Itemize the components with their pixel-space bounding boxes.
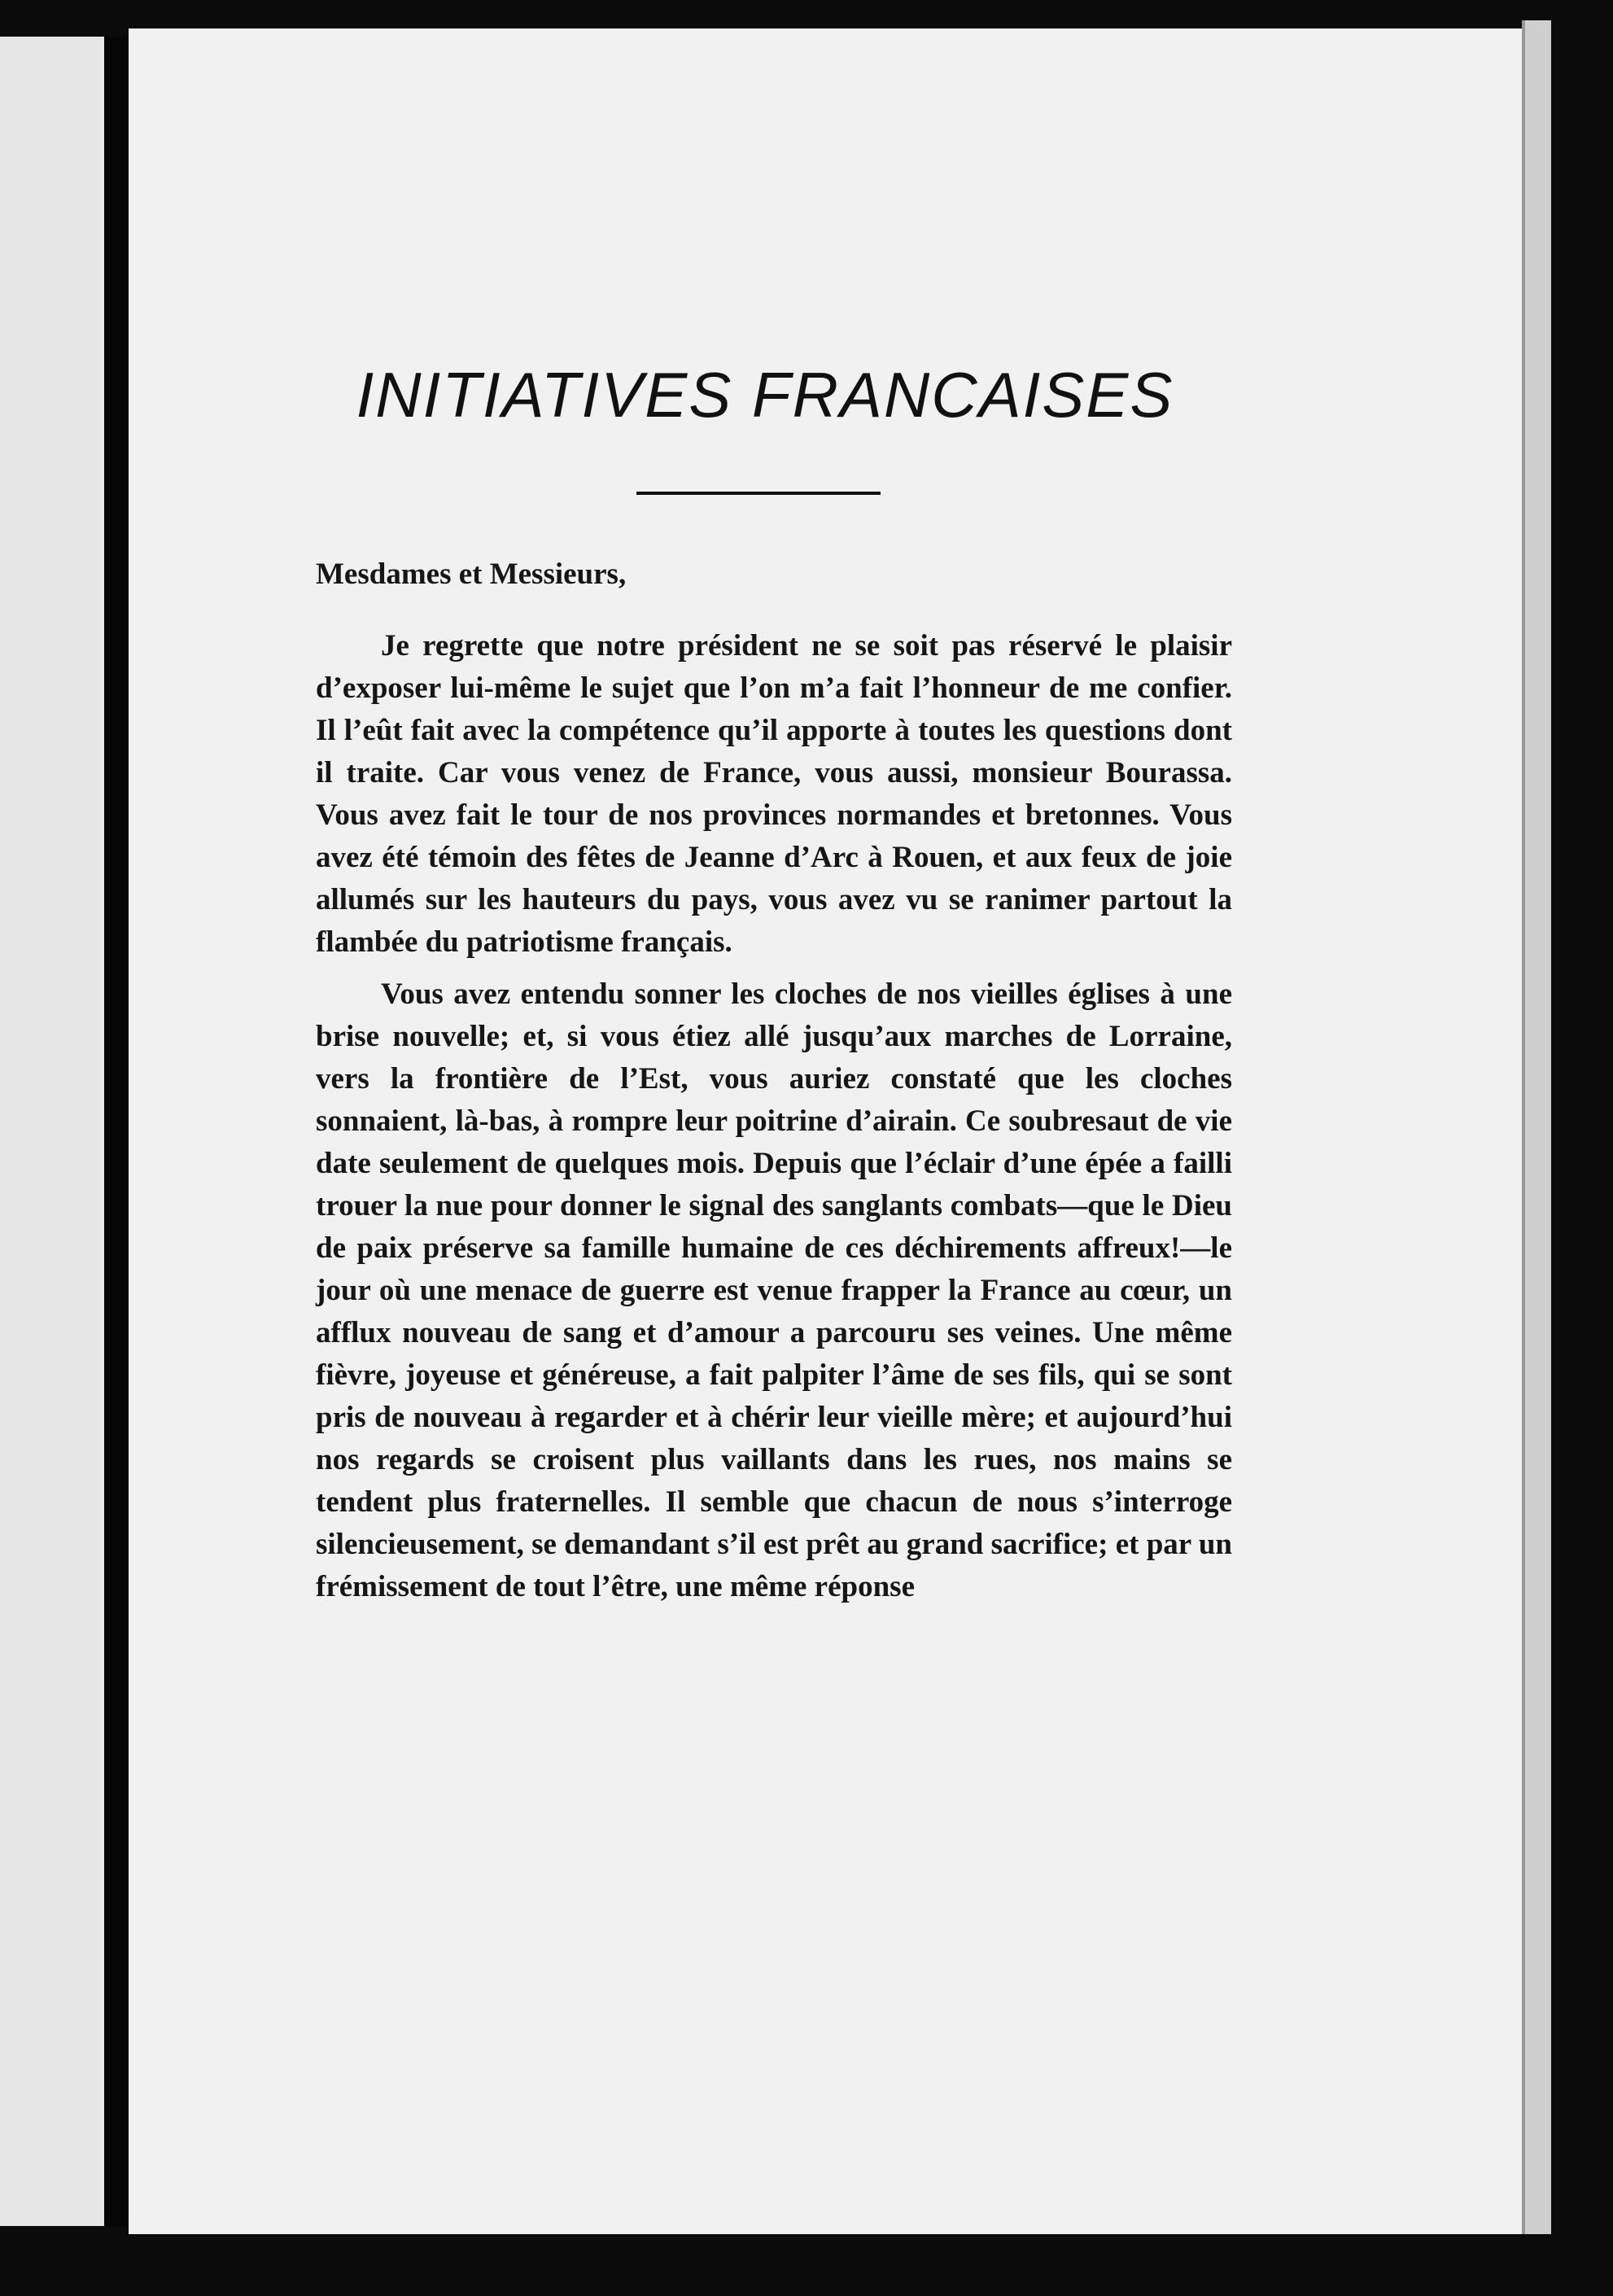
- page-edge-right: [1522, 20, 1551, 2234]
- binding-gutter: [104, 37, 129, 2226]
- facing-page-edge: [0, 37, 104, 2226]
- salutation: Mesdames et Messieurs,: [316, 558, 627, 591]
- paragraph: Vous avez entendu sonner les cloches de nos vieilles églises à une brise nouvelle; et, si vous étiez allé jusqu’aux marches de Lorraine, vers la frontière de l’Est, vous auriez constaté que les cloches sonnaient, là-bas, à rompre leur poitrine d’airain. Ce soubresaut de vie date seulement de quelques mois. Depuis que l’éclair d’une épée a failli trouer la nue pour donner le signal des sanglants combats—que le Dieu de paix préserve sa famille humaine de ces déchirements affreux!—le jour où une menace de guerre est venue frapper la France au cœur, un afflux nouveau de sang et d’amour a parcouru ses veines. Une même fièvre, joyeuse et généreuse, a fait palpiter l’âme de ses fils, qui se sont pris de nouveau à regarder et à chérir leur vieille mère; et aujourd’hui nos regards se croisent plus vaillants dans les rues, nos mains se tendent plus fraternelles. Il semble que chacun de nous s’interroge silencieusement, se demandant s’il est prêt au grand sacrifice; et par un frémissement de tout l’être, une même réponse: [316, 977, 1232, 1603]
- page-title: INITIATIVES FRANCAISES: [356, 359, 1174, 431]
- paragraph: Je regrette que notre président ne se soit pas réservé le plaisir d’exposer lui-même le sujet que l’on m’a fait l’honneur de me confier. Il l’eût fait avec la compétence qu’il apporte à toutes les questions dont il traite. Car vous venez de France, vous aussi, monsieur Bourassa. Vous avez fait le tour de nos provinces normandes et bretonnes. Vous avez été témoin des fêtes de Jeanne d’Arc à Rouen, et aux feux de joie allumés sur les hauteurs du pays, vous avez vu se ranimer partout la flambée du patriotisme français.: [316, 629, 1232, 959]
- body-text: [316, 553, 1232, 1618]
- title-rule: [636, 492, 881, 495]
